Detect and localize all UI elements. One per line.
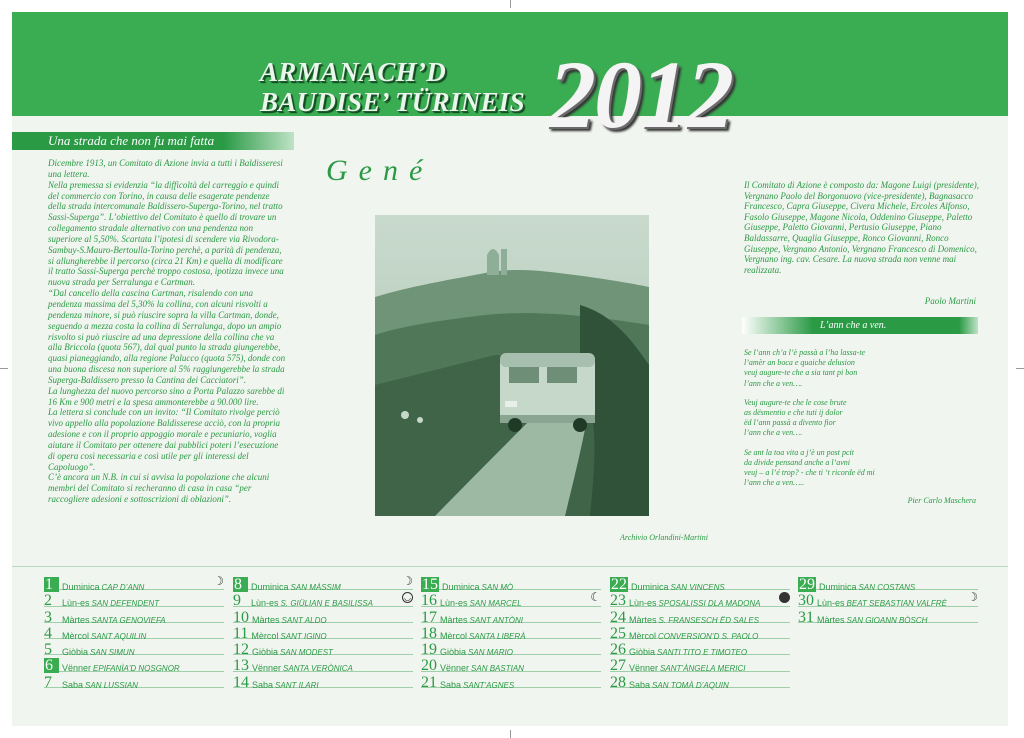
weekday-name: Lùn-es xyxy=(817,598,845,609)
calendar-day xyxy=(233,607,413,626)
weekday-name: Mèrcol xyxy=(251,630,279,641)
calendar-week-column xyxy=(610,574,790,691)
calendar-day xyxy=(421,574,601,593)
weekday-name: Duminica xyxy=(251,582,289,592)
day-number: 1 xyxy=(44,577,59,592)
calendar-day xyxy=(44,655,224,675)
calendar-day xyxy=(233,639,413,659)
calendar-day xyxy=(233,574,413,593)
calendar-day xyxy=(44,672,224,691)
article-author: Paolo Martini xyxy=(924,296,976,306)
saint-name: SANTI TITO E TIMOTEO xyxy=(657,648,748,658)
calendar-day xyxy=(233,590,413,610)
saint-name: SANTA GENOVIEFA xyxy=(91,615,166,625)
saint-name: SAN TOMÀ D’AQUIN xyxy=(652,680,729,690)
saint-name: SANT ILARI xyxy=(275,680,319,690)
day-number: 30 xyxy=(798,592,814,610)
weekday-name: Vënner xyxy=(62,663,92,674)
weekday-name: Saba xyxy=(252,679,274,690)
day-number: 26 xyxy=(610,641,626,659)
day-number: 14 xyxy=(233,673,249,691)
calendar-day xyxy=(798,574,978,593)
poem-line: Se ant la toa vita a j’è un post pcit xyxy=(744,447,854,457)
article-heading: Una strada che non fu mai fatta xyxy=(48,133,215,148)
weekday-name: Mèrcol xyxy=(440,630,468,641)
saint-name: SANTA LIBERÀ xyxy=(469,631,526,641)
calendar-day xyxy=(610,672,790,691)
year-label: 2012 xyxy=(548,41,732,148)
calendar-page xyxy=(12,12,1008,726)
moon-crescent-icon: ☽ xyxy=(402,574,413,588)
calendar-day xyxy=(610,623,790,642)
poem-line: l’ann che a ven….. xyxy=(744,478,805,488)
poem-line: as dësmentio e che tuti ij dolor xyxy=(744,408,843,418)
calendar-day xyxy=(610,574,790,593)
calendar-day xyxy=(610,639,790,659)
title-line-1: ARMANACH’D xyxy=(260,57,447,87)
saint-name: SANTA VERÒNICA xyxy=(283,664,353,674)
weekday-name: Duminica xyxy=(62,582,100,592)
bus-on-road-image xyxy=(375,215,649,516)
saint-name: S. FRANSESCH ËD SALES xyxy=(658,615,759,625)
weekday-name: Duminica xyxy=(631,582,669,592)
calendar-week-column xyxy=(233,574,413,691)
weekday-name: Giòbia xyxy=(62,647,89,658)
saint-name: SANT ALDO xyxy=(281,615,327,625)
poem-line: veuj augure-te che a sia tant pi bon xyxy=(744,368,858,378)
calendar-week-column xyxy=(44,574,224,691)
almanac-title xyxy=(260,57,525,117)
saint-name: S. GIÜLIAN E BASILISSA xyxy=(280,599,374,609)
weekday-name: Vënner xyxy=(629,663,659,674)
day-number: 6 xyxy=(44,658,59,673)
photo-caption: Archivio Orlandini-Martini xyxy=(620,533,708,542)
day-number: 15 xyxy=(422,576,438,593)
poem xyxy=(744,348,980,497)
poem-stanza xyxy=(744,348,980,389)
saint-name: SANT IGINO xyxy=(280,631,327,641)
calendar-week-column xyxy=(798,574,978,626)
calendar-day xyxy=(421,607,601,626)
day-number: 24 xyxy=(610,608,626,626)
weekday-name: Saba xyxy=(629,679,651,690)
calendar-day xyxy=(44,574,224,593)
weekday-name: Giòbia xyxy=(629,647,656,658)
weekday-name: Mèrcol xyxy=(629,630,657,641)
day-number: 4 xyxy=(44,624,52,642)
calendar-day xyxy=(44,623,224,642)
weekday-name: Duminica xyxy=(442,582,480,592)
weekday-name: Lùn-es xyxy=(440,598,468,609)
saint-name: SANT’ÀNGELA MERICI xyxy=(660,664,746,674)
saint-name: CAP D’ANN xyxy=(101,583,145,592)
poem-title: L’ann che a ven. xyxy=(820,320,887,331)
saint-name: SANT AQUILIN xyxy=(91,631,147,641)
weekday-name: Vënner xyxy=(252,663,282,674)
saint-name: SANT ANTÒNI xyxy=(469,615,523,625)
calendar-week-column xyxy=(421,574,601,691)
historic-photo xyxy=(375,215,649,516)
article-heading-bar xyxy=(12,132,294,150)
day-number: 12 xyxy=(233,641,249,659)
weekday-name: Lùn-es xyxy=(62,598,90,609)
saint-name: EPIFANÌA’D NOSGNOR xyxy=(93,664,180,674)
weekday-name: Vënner xyxy=(440,663,470,674)
weekday-name: Saba xyxy=(440,679,462,690)
weekday-name: Màrtes xyxy=(440,614,468,625)
saint-name: CONVERSION’D S. PAOLO xyxy=(658,631,759,641)
weekday-name: Màrtes xyxy=(252,614,280,625)
poem-line: Se l’ann ch’a l’è passà a l’ha lassa-te xyxy=(744,348,866,357)
weekday-name: Màrtes xyxy=(629,614,657,625)
saint-name: SAN SIMUN xyxy=(90,648,135,658)
day-number: 9 xyxy=(233,592,241,610)
saint-name: SAN BASTIAN xyxy=(471,664,524,674)
day-number: 7 xyxy=(44,673,52,691)
saint-name: SAN MODEST xyxy=(280,648,333,658)
poem-heading-bar xyxy=(742,317,978,334)
article-paragraph: La lettera si conclude con un invito: “Il Comitato rivolge perciò vivo appello alla popolazione Baldisserese acciò, con la propria adesione e con il proprio appoggio morale e pecuniario, voglia aiutare il Comitato per ottenere dai pubblici poteri l’esecuzione di opera così necessaria e così utile per gli interessi del Capoluogo”. xyxy=(48,407,281,472)
weekday-name: Giòbia xyxy=(440,647,467,658)
calendar-day xyxy=(798,590,978,610)
day-number: 22 xyxy=(611,576,627,593)
calendar-day xyxy=(421,623,601,642)
article-paragraph: C’è ancora un N.B. in cui si avvisa la popolazione che alcuni membri del Comitato si recheranno di casa in casa “per raccogliere adesioni e sottoscrizioni di oblazioni”. xyxy=(48,472,270,505)
poem-author: Pier Carlo Maschera xyxy=(907,496,976,505)
day-number: 13 xyxy=(233,657,249,675)
article-paragraph: Nella premessa si evidenzia “la difficoltà del carreggio e quindi del commercio con Torino, in causa delle esagerate pendenze della strada intercomunale Baldissero-Superga-Torino, nel tratto Sassi-Superga”. L’obiettivo del Comitato è quello di trovare un collegamento stradale alternativo con una pendenza non superiore al 5,50%. Scartata l’ipotesi di scendere via Rivodora-Sambuy-S.Mauro-Bertoulla-Torino perchè, a parità di pendenza, si allungherebbe il percorso (circa 21 Km) e quella di modificare il tratto Sassi-Superga perchè troppo costosa, ipotizza invece una nuova strada per Serralunga e Cartman. xyxy=(48,179,284,288)
poem-line: da divide pensand anche a l’avni xyxy=(744,457,850,467)
calendar-day xyxy=(421,672,601,691)
saint-name: BEAT SEBASTIAN VALFRÈ xyxy=(846,599,947,609)
article-paragraph: La lunghezza del nuovo percorso sino a Porta Palazzo sarebbe di 16 Km e 900 metri e la spesa ammonterebbe a 90.000 lire. xyxy=(48,385,285,407)
article-body xyxy=(48,158,286,505)
article-paragraph: “Dal cancello della cascina Cartman, risalendo con una pendenza massima del 5,30% la collina, con alcuni risvolti a pendenza minore, si può riuscire sopra la villa Cartman, donde, seguendo a mezza costa la collina di Serralunga, dopo un ampio risvolto si può riuscire ad una depressione della collina che va alla Briccola (quota 567), dal qual punto la strada giungerebbe, quasi pianeggiando, alla regione Palucco (quota 575), donde con una buona discesa non superiore al 5% raggiungerebbe la strada Superga-Baldissero presso la Cantina dei Cacciatori”. xyxy=(48,288,286,385)
poem-stanza xyxy=(744,448,980,489)
saint-name: SAN MARIO xyxy=(468,648,513,658)
saint-name: SAN COSTANS xyxy=(858,583,916,592)
saint-name: SAN LUSSIAN xyxy=(85,680,138,690)
day-number: 21 xyxy=(421,673,437,691)
weekday-name: Màrtes xyxy=(817,614,845,625)
title-line-2: BAUDISE’ TÜRINEIS xyxy=(260,87,525,117)
day-number: 11 xyxy=(233,624,249,642)
poem-line: ëd l’ann passà a divento fior xyxy=(744,418,836,428)
day-number: 25 xyxy=(610,624,626,642)
calendar-day xyxy=(798,607,978,626)
day-number: 10 xyxy=(233,608,249,626)
moon-face-icon: ◡ xyxy=(402,592,413,603)
crop-mark xyxy=(1016,368,1024,369)
poem-line: l’amèr an boca e quaiche delusion xyxy=(744,358,855,368)
poem-stanza xyxy=(744,398,980,439)
poem-line: l’ann che a ven…. xyxy=(744,378,803,388)
saint-name: SAN MÀSSIM xyxy=(290,583,341,592)
committee-text: Il Comitato di Azione è composto da: Magone Luigi (presidente), Vergnano Paolo del Borgonuovo (vice-presidente), Bagnasacco Francesco, Capra Giuseppe, Civera Michele, Ercoles Alfonso, Fasolo Giuseppe, Magone Nicola, Oddenino Giuseppe, Paletto Giuseppe, Paletto Giovanni, Pertusio Giuseppe, Piano Baldassarre, Quaglia Giuseppe, Ronco Giovanni, Ronco Giuseppe, Vergnano Antonio, Vergnano Francesco di Domenico, Vergnano ing. cav. Cesare. La nuova strada non venne mai realizzata. xyxy=(744,180,979,275)
weekday-name: Lùn-es xyxy=(251,598,279,609)
saint-name: SAN MARCEL xyxy=(469,599,522,609)
day-number: 8 xyxy=(233,577,248,592)
calendar-day xyxy=(610,607,790,626)
saint-name: SAN DEFENDENT xyxy=(91,599,160,609)
weekday-name: Duminica xyxy=(819,582,857,592)
saint-name: SANT’AGNES xyxy=(463,680,515,690)
crop-mark xyxy=(510,730,511,738)
day-number: 29 xyxy=(799,576,815,593)
day-number: 2 xyxy=(44,592,52,610)
day-number: 16 xyxy=(421,592,437,610)
calendar-day xyxy=(610,590,790,610)
day-number: 31 xyxy=(798,608,814,626)
crop-mark xyxy=(510,0,511,8)
day-number: 28 xyxy=(610,673,626,691)
moon-crescent-icon: ☾ xyxy=(590,590,601,605)
poem-line: veuj – a l’é trop? - che ti ‘t ricorde ëd mi xyxy=(744,468,875,478)
poem-line: l’ann che a ven…. xyxy=(744,428,803,438)
day-number: 20 xyxy=(421,657,437,675)
day-number: 5 xyxy=(44,641,52,659)
calendar-day xyxy=(44,590,224,610)
day-number: 3 xyxy=(44,608,52,626)
day-number: 27 xyxy=(610,657,626,675)
calendar-day xyxy=(421,655,601,675)
calendar-day xyxy=(44,607,224,626)
calendar-day xyxy=(421,639,601,659)
weekday-name: Lùn-es xyxy=(629,598,657,609)
weekday-name: Saba xyxy=(62,679,84,690)
place-name: Gené xyxy=(326,154,434,187)
moon-crescent-icon: ☽ xyxy=(213,574,224,588)
calendar-day xyxy=(233,672,413,691)
day-number: 18 xyxy=(421,624,437,642)
calendar-day xyxy=(233,623,413,642)
saint-name: SAN GIOANN BÒSCH xyxy=(846,615,928,625)
poem-line: Veuj augure-te che le cose brute xyxy=(744,397,847,407)
saint-name: SAN MÒ xyxy=(481,583,514,592)
weekday-name: Mèrcol xyxy=(62,630,90,641)
calendar-day xyxy=(44,639,224,659)
weekday-name: Giòbia xyxy=(252,647,279,658)
saint-name: SPOSALISSI DLA MADONA xyxy=(658,599,761,609)
weekday-name: Màrtes xyxy=(62,614,90,625)
calendar-day xyxy=(610,655,790,675)
new-moon-icon xyxy=(779,592,790,603)
day-number: 23 xyxy=(610,592,626,610)
calendar-day xyxy=(233,655,413,675)
calendar-divider xyxy=(12,566,1008,567)
moon-crescent-icon: ☽ xyxy=(967,590,978,605)
day-number: 17 xyxy=(421,608,437,626)
crop-mark xyxy=(0,368,8,369)
article-paragraph: Dicembre 1913, un Comitato di Azione invia a tutti i Baldisseresi una lettera. xyxy=(48,158,283,179)
saint-name: SAN VINCENS xyxy=(670,583,725,592)
day-number: 19 xyxy=(421,641,437,659)
calendar-day xyxy=(421,590,601,610)
